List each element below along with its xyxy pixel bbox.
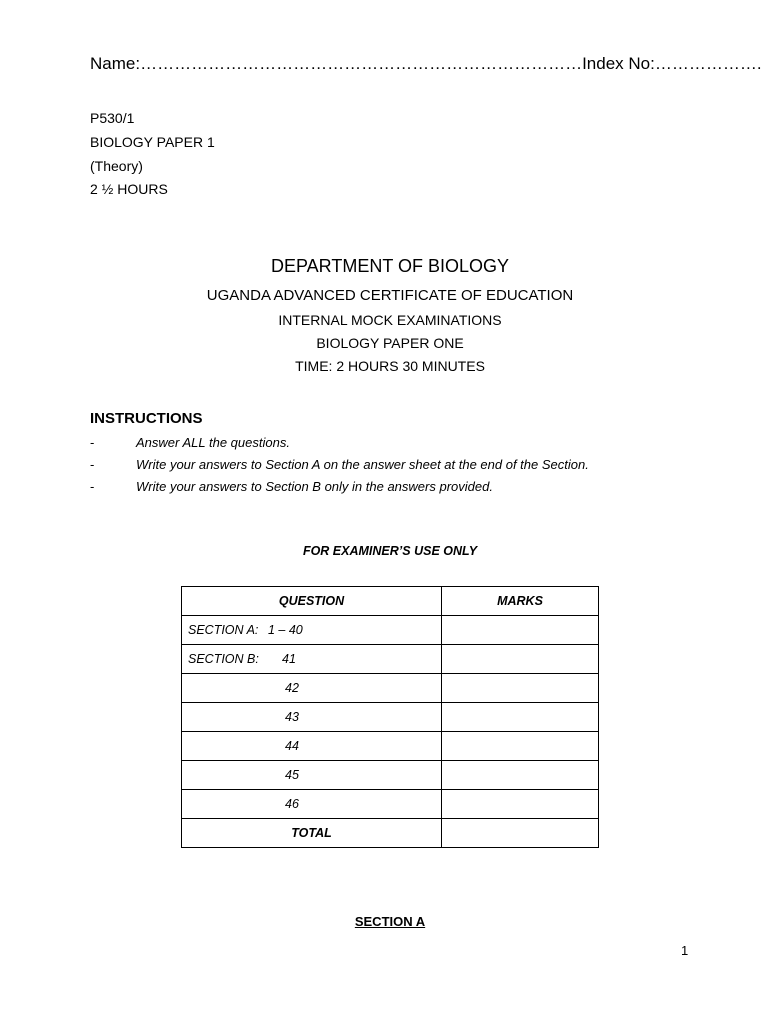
paper-title: BIOLOGY PAPER ONE (316, 335, 464, 351)
question-number: 46 (182, 790, 442, 819)
certificate-title: UGANDA ADVANCED CERTIFICATE OF EDUCATION (206, 287, 574, 304)
instruction-item (90, 435, 290, 450)
marks-cell (442, 645, 599, 674)
instruction-item (90, 457, 589, 472)
marks-cell (442, 703, 599, 732)
total-label: TOTAL (182, 819, 442, 848)
instruction-text: Answer ALL the questions. (136, 435, 290, 450)
instruction-bullet: - (90, 457, 95, 472)
marks-cell (442, 790, 599, 819)
question-range: 1 – 40 (268, 623, 303, 637)
examiner-marks-table (181, 586, 599, 848)
column-header-question: QUESTION (182, 587, 442, 616)
section-a-heading: SECTION A (354, 914, 426, 929)
table-row (182, 616, 599, 645)
question-cell (182, 616, 442, 645)
examiner-use-heading: FOR EXAMINER’S USE ONLY (302, 544, 478, 558)
instruction-bullet: - (90, 479, 95, 494)
table-row (182, 674, 599, 703)
section-label: SECTION B: (188, 652, 259, 666)
marks-cell (442, 732, 599, 761)
name-index-line: Name:……………………………………………………………………Index No:………………. (90, 54, 762, 73)
department-title: DEPARTMENT OF BIOLOGY (270, 256, 510, 276)
marks-cell (442, 674, 599, 703)
table-row (182, 761, 599, 790)
table-row (182, 790, 599, 819)
instruction-item (90, 479, 493, 494)
instruction-text: Write your answers to Section B only in the answers provided. (136, 479, 493, 494)
column-header-marks: MARKS (442, 587, 599, 616)
marks-cell (442, 761, 599, 790)
page-number: 1 (681, 943, 689, 958)
paper-type: (Theory) (90, 158, 143, 174)
marks-cell (442, 616, 599, 645)
time-allowed: TIME: 2 HOURS 30 MINUTES (295, 358, 485, 374)
table-row (182, 732, 599, 761)
question-cell (182, 645, 442, 674)
paper-duration: 2 ½ HOURS (90, 181, 168, 197)
table-row-total (182, 819, 599, 848)
question-number: 43 (182, 703, 442, 732)
section-label: SECTION A: (188, 623, 259, 637)
table-row (182, 645, 599, 674)
instructions-heading: INSTRUCTIONS (90, 410, 203, 427)
instruction-bullet: - (90, 435, 95, 450)
question-number: 44 (182, 732, 442, 761)
instruction-text: Write your answers to Section A on the answer sheet at the end of the Section. (136, 457, 589, 472)
total-marks-cell (442, 819, 599, 848)
question-number: 45 (182, 761, 442, 790)
question-number: 42 (182, 674, 442, 703)
table-row (182, 703, 599, 732)
exam-title: INTERNAL MOCK EXAMINATIONS (278, 312, 502, 328)
paper-code: P530/1 (90, 110, 135, 126)
paper-subject: BIOLOGY PAPER 1 (90, 134, 215, 150)
question-number: 41 (282, 652, 296, 666)
table-header-row (182, 587, 599, 616)
